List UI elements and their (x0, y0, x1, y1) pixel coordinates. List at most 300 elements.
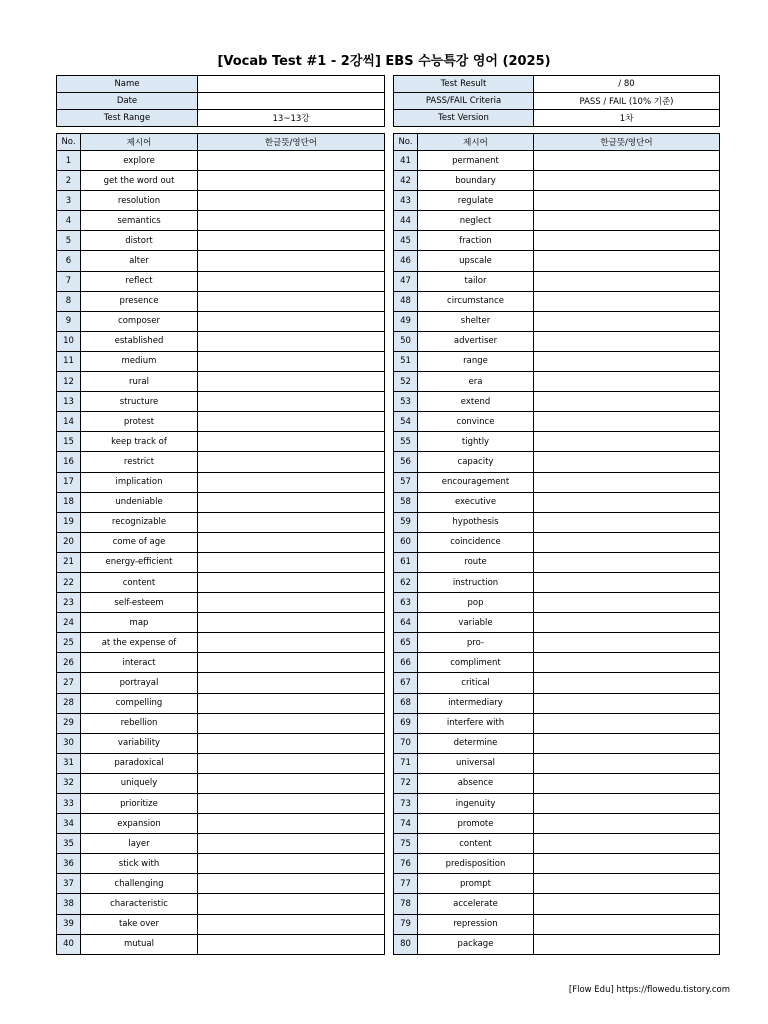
header-answer: 한글뜻/영단어 (534, 134, 720, 151)
item-number: 48 (394, 291, 418, 311)
table-row (394, 854, 720, 874)
vocab-word: package (418, 934, 534, 954)
vocab-word: repression (418, 914, 534, 934)
item-number: 15 (57, 432, 81, 452)
vocab-word: resolution (81, 191, 198, 211)
table-row (394, 492, 720, 512)
answer-field[interactable] (198, 914, 385, 934)
answer-field[interactable] (198, 552, 385, 572)
vocab-word: content (418, 834, 534, 854)
item-number: 50 (394, 331, 418, 351)
answer-field[interactable] (198, 733, 385, 753)
item-number: 3 (57, 191, 81, 211)
answer-field[interactable] (534, 372, 720, 392)
table-row (394, 311, 720, 331)
table-row (394, 211, 720, 231)
vocab-word: uniquely (81, 773, 198, 793)
table-row (57, 834, 385, 854)
answer-field[interactable] (198, 934, 385, 954)
answer-field[interactable] (198, 452, 385, 472)
table-row (57, 934, 385, 954)
answer-field[interactable] (534, 532, 720, 552)
answer-field[interactable] (198, 874, 385, 894)
answer-field[interactable] (534, 191, 720, 211)
table-row (57, 653, 385, 673)
item-number: 57 (394, 472, 418, 492)
vocab-word: coincidence (418, 532, 534, 552)
vocab-word: established (81, 331, 198, 351)
answer-field[interactable] (534, 552, 720, 572)
answer-field[interactable] (198, 693, 385, 713)
item-number: 55 (394, 432, 418, 452)
answer-field[interactable] (198, 331, 385, 351)
date-field[interactable] (198, 93, 385, 110)
vocab-word: recognizable (81, 512, 198, 532)
item-number: 73 (394, 794, 418, 814)
item-number: 52 (394, 372, 418, 392)
item-number: 14 (57, 412, 81, 432)
answer-field[interactable] (534, 914, 720, 934)
answer-field[interactable] (198, 753, 385, 773)
answer-field[interactable] (198, 593, 385, 613)
table-row (57, 271, 385, 291)
answer-field[interactable] (534, 211, 720, 231)
answer-field[interactable] (198, 432, 385, 452)
vocab-word: variability (81, 733, 198, 753)
answer-field[interactable] (534, 894, 720, 914)
vocab-word: compelling (81, 693, 198, 713)
item-number: 13 (57, 392, 81, 412)
answer-field[interactable] (198, 532, 385, 552)
vocab-word: permanent (418, 151, 534, 171)
item-number: 66 (394, 653, 418, 673)
table-row (57, 412, 385, 432)
answer-field[interactable] (534, 231, 720, 251)
table-row (394, 794, 720, 814)
table-row (394, 934, 720, 954)
table-row (394, 713, 720, 733)
item-number: 65 (394, 633, 418, 653)
answer-field[interactable] (534, 593, 720, 613)
item-number: 75 (394, 834, 418, 854)
table-row (394, 432, 720, 452)
item-number: 18 (57, 492, 81, 512)
answer-field[interactable] (534, 633, 720, 653)
table-row (57, 874, 385, 894)
answer-field[interactable] (198, 794, 385, 814)
item-number: 80 (394, 934, 418, 954)
table-row (57, 593, 385, 613)
vocab-word: variable (418, 613, 534, 633)
table-row (57, 693, 385, 713)
answer-field[interactable] (198, 372, 385, 392)
answer-field[interactable] (534, 392, 720, 412)
item-number: 2 (57, 171, 81, 191)
vocab-word: paradoxical (81, 753, 198, 773)
item-number: 51 (394, 351, 418, 371)
answer-field[interactable] (534, 773, 720, 793)
vocab-word: determine (418, 733, 534, 753)
item-number: 67 (394, 673, 418, 693)
answer-field[interactable] (534, 251, 720, 271)
answer-field[interactable] (198, 351, 385, 371)
vocab-word: compliment (418, 653, 534, 673)
item-number: 79 (394, 914, 418, 934)
item-number: 64 (394, 613, 418, 633)
table-row (57, 814, 385, 834)
table-row (57, 613, 385, 633)
vocab-word: pop (418, 593, 534, 613)
item-number: 30 (57, 733, 81, 753)
item-number: 59 (394, 512, 418, 532)
vocab-table-right (393, 133, 720, 955)
item-number: 37 (57, 874, 81, 894)
item-number: 25 (57, 633, 81, 653)
answer-field[interactable] (198, 894, 385, 914)
vocab-word: interact (81, 653, 198, 673)
vocab-word: rebellion (81, 713, 198, 733)
vocab-word: medium (81, 351, 198, 371)
item-number: 16 (57, 452, 81, 472)
answer-field[interactable] (534, 814, 720, 834)
vocab-word: energy-efficient (81, 552, 198, 572)
item-number: 19 (57, 512, 81, 532)
item-number: 61 (394, 552, 418, 572)
table-row (394, 171, 720, 191)
item-number: 20 (57, 532, 81, 552)
table-row (57, 572, 385, 592)
answer-field[interactable] (534, 713, 720, 733)
test-version-value: 1차 (534, 110, 720, 127)
vocab-word: intermediary (418, 693, 534, 713)
table-row (57, 311, 385, 331)
answer-field[interactable] (198, 251, 385, 271)
answer-field[interactable] (198, 653, 385, 673)
table-row (57, 794, 385, 814)
answer-field[interactable] (534, 693, 720, 713)
item-number: 71 (394, 753, 418, 773)
answer-field[interactable] (198, 472, 385, 492)
page-title: [Vocab Test #1 - 2강씩] EBS 수능특강 영어 (2025) (217, 54, 551, 69)
answer-field[interactable] (534, 613, 720, 633)
vocab-word: semantics (81, 211, 198, 231)
date-label: Date (57, 93, 198, 110)
item-number: 69 (394, 713, 418, 733)
header-word: 제시어 (418, 134, 534, 151)
table-row (394, 693, 720, 713)
vocab-word: take over (81, 914, 198, 934)
table-row (394, 151, 720, 171)
vocab-word: era (418, 372, 534, 392)
vocab-word: absence (418, 773, 534, 793)
item-number: 34 (57, 814, 81, 834)
answer-field[interactable] (534, 432, 720, 452)
answer-field[interactable] (534, 753, 720, 773)
table-row (57, 492, 385, 512)
table-row (57, 392, 385, 412)
criteria-label: PASS/FAIL Criteria (394, 93, 534, 110)
vocab-word: pro- (418, 633, 534, 653)
answer-field[interactable] (198, 854, 385, 874)
item-number: 32 (57, 773, 81, 793)
vocab-word: interfere with (418, 713, 534, 733)
item-number: 35 (57, 834, 81, 854)
item-number: 33 (57, 794, 81, 814)
item-number: 12 (57, 372, 81, 392)
table-row (57, 211, 385, 231)
vocab-word: tailor (418, 271, 534, 291)
table-row (394, 392, 720, 412)
answer-field[interactable] (534, 412, 720, 432)
table-row (57, 351, 385, 371)
answer-field[interactable] (198, 713, 385, 733)
item-number: 26 (57, 653, 81, 673)
vocab-word: mutual (81, 934, 198, 954)
vocab-word: universal (418, 753, 534, 773)
item-number: 76 (394, 854, 418, 874)
test-range-value: 13~13강 (198, 110, 385, 127)
answer-field[interactable] (198, 392, 385, 412)
vocab-word: circumstance (418, 291, 534, 311)
name-field[interactable] (198, 76, 385, 93)
table-row (57, 291, 385, 311)
table-row (57, 914, 385, 934)
vocab-word: capacity (418, 452, 534, 472)
item-number: 11 (57, 351, 81, 371)
item-number: 21 (57, 552, 81, 572)
item-number: 49 (394, 311, 418, 331)
answer-field[interactable] (534, 572, 720, 592)
item-number: 28 (57, 693, 81, 713)
table-row (394, 814, 720, 834)
table-row (394, 452, 720, 472)
table-row (394, 874, 720, 894)
vocab-word: route (418, 552, 534, 572)
item-number: 40 (57, 934, 81, 954)
vocab-word: get the word out (81, 171, 198, 191)
item-number: 58 (394, 492, 418, 512)
vocab-word: prompt (418, 874, 534, 894)
item-number: 41 (394, 151, 418, 171)
vocab-word: protest (81, 412, 198, 432)
answer-field[interactable] (534, 452, 720, 472)
answer-field[interactable] (534, 492, 720, 512)
vocab-word: predisposition (418, 854, 534, 874)
item-number: 70 (394, 733, 418, 753)
table-row (394, 351, 720, 371)
table-row (57, 552, 385, 572)
item-number: 31 (57, 753, 81, 773)
answer-field[interactable] (198, 191, 385, 211)
answer-field[interactable] (534, 854, 720, 874)
answer-field[interactable] (534, 271, 720, 291)
item-number: 78 (394, 894, 418, 914)
answer-field[interactable] (198, 512, 385, 532)
answer-field[interactable] (534, 733, 720, 753)
vocab-word: at the expense of (81, 633, 198, 653)
item-number: 6 (57, 251, 81, 271)
item-number: 42 (394, 171, 418, 191)
table-row (57, 854, 385, 874)
answer-field[interactable] (198, 633, 385, 653)
test-result-label: Test Result (394, 76, 534, 93)
table-row (394, 773, 720, 793)
vocab-word: ingenuity (418, 794, 534, 814)
answer-field[interactable] (534, 653, 720, 673)
table-row (394, 191, 720, 211)
item-number: 46 (394, 251, 418, 271)
item-number: 72 (394, 773, 418, 793)
vocab-word: fraction (418, 231, 534, 251)
answer-field[interactable] (198, 834, 385, 854)
vocab-word: layer (81, 834, 198, 854)
answer-field[interactable] (534, 934, 720, 954)
vocab-word: range (418, 351, 534, 371)
vocab-word: undeniable (81, 492, 198, 512)
table-row (57, 191, 385, 211)
vocab-word: tightly (418, 432, 534, 452)
vocab-word: presence (81, 291, 198, 311)
answer-field[interactable] (534, 673, 720, 693)
vocab-word: rural (81, 372, 198, 392)
test-range-label: Test Range (57, 110, 198, 127)
vocab-table-left (56, 133, 385, 955)
vocab-word: map (81, 613, 198, 633)
test-version-label: Test Version (394, 110, 534, 127)
table-row (394, 372, 720, 392)
vocab-word: distort (81, 231, 198, 251)
answer-field[interactable] (198, 572, 385, 592)
vocab-word: boundary (418, 171, 534, 191)
item-number: 74 (394, 814, 418, 834)
table-row (394, 331, 720, 351)
table-row (57, 673, 385, 693)
item-number: 63 (394, 593, 418, 613)
vocab-word: expansion (81, 814, 198, 834)
vocab-word: stick with (81, 854, 198, 874)
table-row (394, 291, 720, 311)
table-row (394, 412, 720, 432)
item-number: 9 (57, 311, 81, 331)
table-row (57, 753, 385, 773)
answer-field[interactable] (198, 291, 385, 311)
item-number: 43 (394, 191, 418, 211)
criteria-value: PASS / FAIL (10% 기준) (534, 93, 720, 110)
table-row (57, 713, 385, 733)
item-number: 45 (394, 231, 418, 251)
table-row (394, 733, 720, 753)
item-number: 17 (57, 472, 81, 492)
item-number: 62 (394, 572, 418, 592)
footer-credit: [Flow Edu] https://flowedu.tistory.com (568, 985, 730, 995)
item-number: 10 (57, 331, 81, 351)
item-number: 27 (57, 673, 81, 693)
vocab-word: implication (81, 472, 198, 492)
item-number: 68 (394, 693, 418, 713)
answer-field[interactable] (534, 311, 720, 331)
answer-field[interactable] (198, 151, 385, 171)
table-row (394, 271, 720, 291)
vocab-word: convince (418, 412, 534, 432)
vocab-word: extend (418, 392, 534, 412)
table-row (57, 231, 385, 251)
vocab-word: instruction (418, 572, 534, 592)
answer-field[interactable] (534, 171, 720, 191)
vocab-word: critical (418, 673, 534, 693)
answer-field[interactable] (198, 171, 385, 191)
answer-field[interactable] (198, 673, 385, 693)
answer-field[interactable] (198, 211, 385, 231)
answer-field[interactable] (534, 472, 720, 492)
item-number: 77 (394, 874, 418, 894)
table-row (394, 673, 720, 693)
vocab-word: accelerate (418, 894, 534, 914)
item-number: 23 (57, 593, 81, 613)
header-answer: 한글뜻/영단어 (198, 134, 385, 151)
answer-field[interactable] (534, 874, 720, 894)
item-number: 22 (57, 572, 81, 592)
vocab-word: shelter (418, 311, 534, 331)
vocab-word: challenging (81, 874, 198, 894)
vocab-word: executive (418, 492, 534, 512)
table-row (57, 733, 385, 753)
item-number: 8 (57, 291, 81, 311)
table-row (57, 151, 385, 171)
table-row (57, 633, 385, 653)
test-result-value[interactable]: / 80 (534, 76, 720, 93)
answer-field[interactable] (198, 613, 385, 633)
answer-field[interactable] (534, 512, 720, 532)
table-row (394, 532, 720, 552)
vocab-word: advertiser (418, 331, 534, 351)
item-number: 24 (57, 613, 81, 633)
item-number: 39 (57, 914, 81, 934)
header-no: No. (57, 134, 81, 151)
vocab-word: neglect (418, 211, 534, 231)
item-number: 36 (57, 854, 81, 874)
answer-field[interactable] (198, 814, 385, 834)
answer-field[interactable] (534, 151, 720, 171)
vocab-word: structure (81, 392, 198, 412)
table-row (394, 512, 720, 532)
answer-field[interactable] (534, 331, 720, 351)
vocab-word: portrayal (81, 673, 198, 693)
table-row (57, 372, 385, 392)
info-table (56, 75, 385, 127)
table-row (57, 894, 385, 914)
answer-field[interactable] (198, 231, 385, 251)
vocab-word: self-esteem (81, 593, 198, 613)
answer-field[interactable] (534, 794, 720, 814)
table-row (394, 753, 720, 773)
answer-field[interactable] (534, 291, 720, 311)
vocab-word: upscale (418, 251, 534, 271)
answer-field[interactable] (198, 492, 385, 512)
header-no: No. (394, 134, 418, 151)
table-row (394, 552, 720, 572)
answer-field[interactable] (534, 834, 720, 854)
table-row (394, 653, 720, 673)
vocab-word: come of age (81, 532, 198, 552)
answer-field[interactable] (198, 311, 385, 331)
table-row (57, 452, 385, 472)
answer-field[interactable] (198, 271, 385, 291)
answer-field[interactable] (198, 773, 385, 793)
table-row (57, 251, 385, 271)
name-label: Name (57, 76, 198, 93)
answer-field[interactable] (198, 412, 385, 432)
answer-field[interactable] (534, 351, 720, 371)
